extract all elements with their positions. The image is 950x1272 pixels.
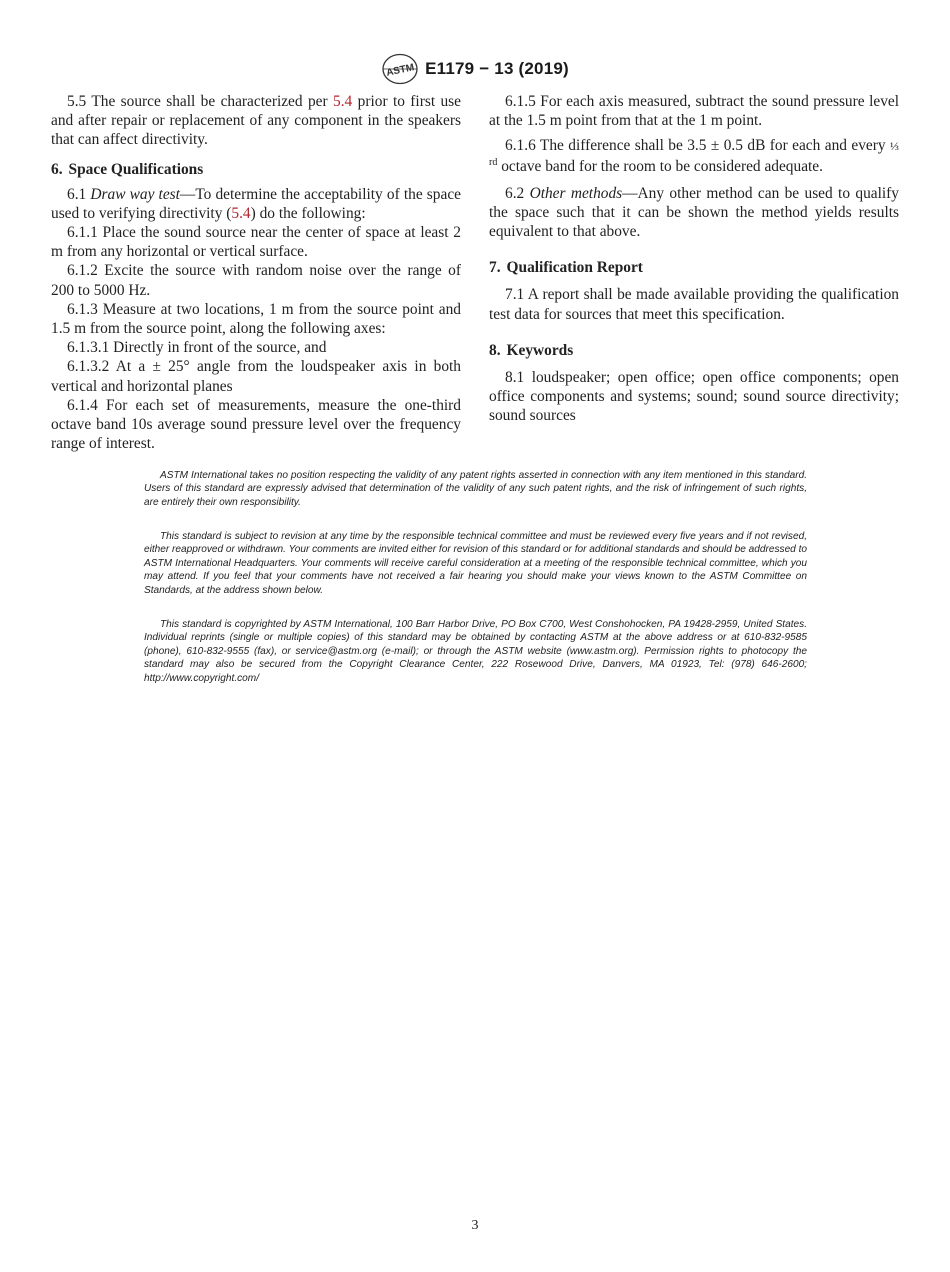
paragraph-6-1-5: 6.1.5 For each axis measured, subtract the sound pressure level at the 1.5 m point from that at the 1 m point.: [489, 93, 899, 130]
astm-logo-icon: [381, 53, 419, 85]
paragraph-8-1: 8.1 loudspeaker; open office; open office components; open office components and systems; sound; sound source directivity; sound sources: [489, 368, 899, 425]
paragraph-6-1: 6.1 Draw way test—To determine the acceptability of the space used to verifying directivity (5.4) do the following:: [51, 185, 461, 222]
paragraph-6-1-1: 6.1.1 Place the sound source near the center of space at least 2 m from any horizontal or vertical surface.: [51, 224, 461, 261]
paragraph-6-1-4: 6.1.4 For each set of measurements, measure the one-third octave band 10s average sound pressure level over the frequency range of interest.: [51, 396, 461, 453]
paragraph-7-1: 7.1 A report shall be made available providing the qualification test data for sources that meet this specification.: [489, 286, 899, 323]
paragraph-5-5: 5.5 The source shall be characterized per 5.4 prior to first use and after repair or replacement of any component in the speakers that can affect directivity.: [51, 93, 462, 149]
xref-link-5-4[interactable]: 5.4: [231, 204, 251, 222]
xref-link-5-4[interactable]: 5.4: [333, 93, 353, 110]
right-column: [489, 92, 899, 425]
paragraph-6-1-6: 6.1.6 The difference shall be 3.5 ± 0.5 dB for each and every ⅓ $^{rd}$ octave band for the room to be considered adequate.: [489, 137, 899, 175]
section-6-heading: 6. Space Qualifications: [51, 160, 204, 178]
page-number: 3: [471, 1218, 479, 1233]
paragraph-6-1-3-2: 6.1.3.2 At a ± 25° angle from the loudspeaker axis in both vertical and horizontal planes: [51, 358, 461, 395]
left-column: [51, 92, 461, 453]
designation-title: E1179 − 13 (2019): [425, 59, 569, 78]
copyright-notice: This standard is copyrighted by ASTM International, 100 Barr Harbor Drive, PO Box C700, West Conshohocken, PA 19428-2959, United States. Individual reprints (single or multiple copies) of this standard may be obtained by contacting ASTM at the above address or at 610-832-9585 (phone), 610-832-9555 (fax), or service@astm.org (e-mail); or through the ASTM website (www.astm.org). Permission rights to photocopy the standard may also be secured from the Copyright Clearance Center, 222 Rosewood Drive, Danvers, MA 01923, Tel: (978) 646-2600; http://www.copyright.com/: [144, 619, 807, 684]
section-7-heading: 7. Qualification Report: [489, 259, 643, 277]
patent-notice: ASTM International takes no position respecting the validity of any patent rights asserted in connection with any item mentioned in this standard. Users of this standard are expressly advised that determination of the validity of any such patent rights, and the risk of infringement of such rights, are entirely their own responsibility.: [144, 470, 807, 508]
page-header: [0, 52, 950, 86]
paragraph-6-2: 6.2 Other methods—Any other method can be used to qualify the space such that it can be shown the method yields results equivalent to that above.: [489, 184, 899, 241]
revision-notice: This standard is subject to revision at any time by the responsible technical committee and must be reviewed every five years and if not revised, either reapproved or withdrawn. Your comments are invited either for revision of this standard or for additional standards and should be addressed to ASTM International Headquarters. Your comments will receive careful consideration at a meeting of the responsible technical committee, which you may attend. If you feel that your comments have not received a fair hearing you should make your views known to the ASTM Committee on Standards, at the address shown below.: [144, 531, 808, 596]
logo-text: ASTM: [385, 62, 416, 79]
paragraph-6-1-3-1: 6.1.3.1 Directly in front of the source, and: [67, 339, 327, 357]
paragraph-6-1-2: 6.1.2 Excite the source with random noise over the range of 200 to 5000 Hz.: [51, 262, 461, 299]
paragraph-6-1-3: 6.1.3 Measure at two locations, 1 m from the source point and 1.5 m from the source point, along the following axes:: [51, 300, 461, 338]
section-8-heading: 8. Keywords: [489, 341, 574, 359]
